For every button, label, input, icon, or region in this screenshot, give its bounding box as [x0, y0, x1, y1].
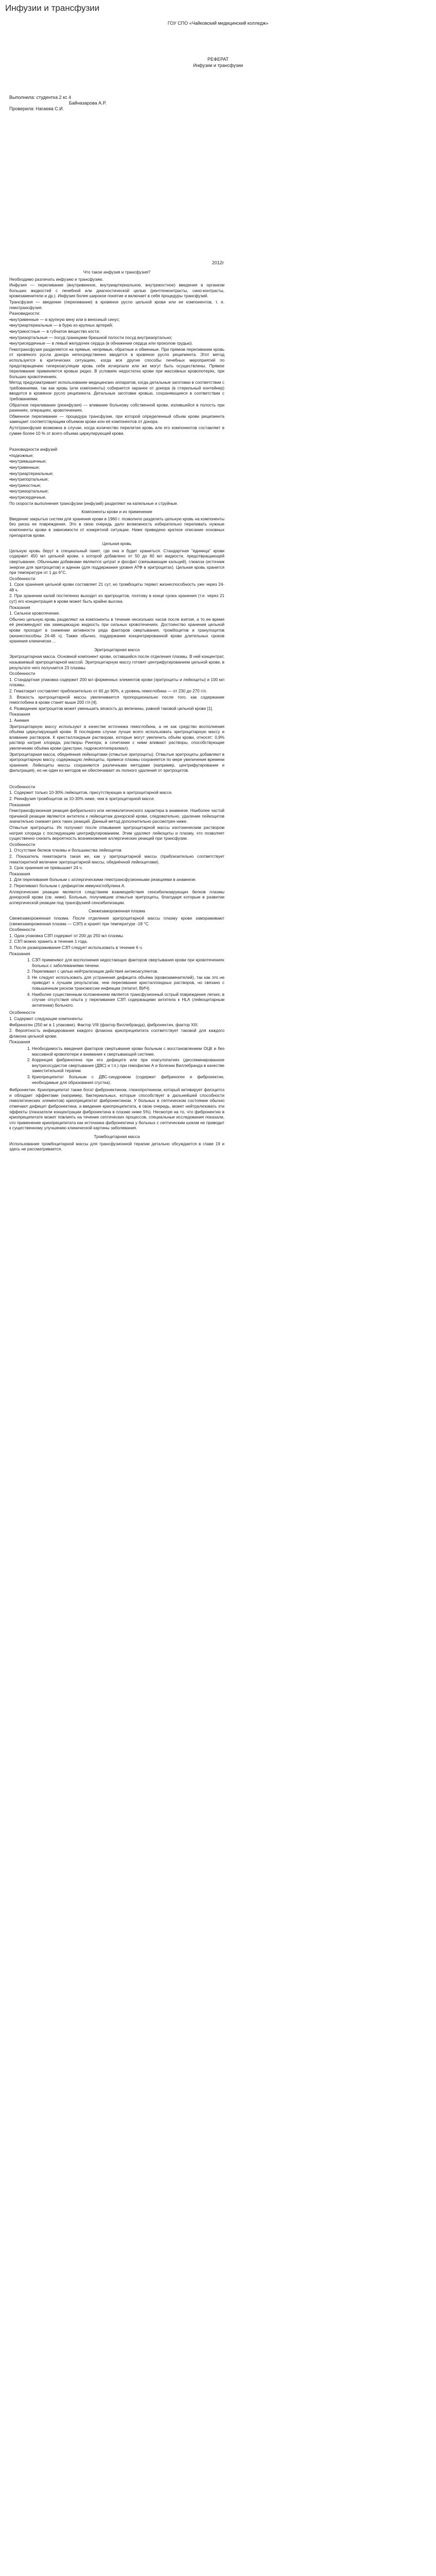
list-item: 2. Коррекция фибриногена при его дефиците или при коагулопатиях (диссеминированное внутрисосудистое свертывание (ДВС) и т.п.) при гемофилии А и болезни Виллебранда в качестве заместительной терапии.	[32, 1058, 224, 1074]
paragraph: По скорости выполнения трансфузии (инфузий) разделяют на капельные и струйные.	[9, 501, 178, 506]
paragraph: Фибронектин. Криопреципитат также богат фибронектином, глюкопротеином, который активирует фагоцитоз и обладает эффектами (например, бактериальных, которые способствует в дальнейшей способности гемолитических элементов) криопреципитат фибронектином. У больных в септическом состоянии обычно отмечают дефицит фибронектина, а введение криопреципитата, в свою очередь, может нейтрализовать эти эффекты (показатели концентрации фибронектина в плазме ниже 5%). Несмотря на то, что фибронектин в криопреципитате может повлиять на течение септических процессов, специальные исследования показали, что применение криопреципитата как источника фибронектина у больных с септическим шоком не приводит к существенному улучшению клинической картины заболевания.	[9, 1088, 224, 1131]
paragraph: Показания	[9, 605, 30, 610]
list-item: 2. Переливают с целью нейтрализации действия антикоагулянтов.	[32, 969, 224, 975]
paragraph: Особенности	[9, 842, 36, 847]
paragraph: Эритроцитарная масса. Основной компонент крови, оставшийся после отделения плазмы. В ней концентрат, называемый эритроцитарной массой. Эритроцитарную массу готовят центрифугированием цельной крови, в результате чего получается 23 плазмы.	[9, 654, 224, 670]
paragraph: 1. Одна упаковка СЗП содержит от 200 до 250 мл плазмы.	[9, 933, 124, 938]
paragraph: Введение закрытых систем для хранения крови в 1960 г. позволило разделить цельную кровь на компоненты без риска ее повреждения. Это в свою очередь дало возможность избирательно переливать нужные компоненты крови в зависимости от конкретной ситуации. Ниже приведено краткое описание основных препаратов крови.	[9, 516, 225, 538]
paragraph: •внутривенные — в крупную вену или в венозный синус;	[9, 317, 120, 322]
paragraph: •внутриартериальные — в бурю из крупных артерий;	[9, 323, 113, 328]
credit-line-checker: Проверила: Нагаева С.И.	[9, 106, 64, 111]
paragraph: Разновидности инфузий:	[9, 447, 58, 452]
paragraph: Гемотрансфузия разделяется на прямые, непрямые, обратные и обменные. При прямом переливании кровь от кровяного русла донора непосредственно вводится в кровяное русло реципиента. Этот метод используется в критических ситуациях, когда все другие способы лечебных мероприятий по предотвращению гиперкоагуляции кровь себе исчерпали или же могут быть осуществлены. Прямое переливание применяется кровью редко. В условиях недостатка крови при массивных кровопотерях, при больших кровотечениях.	[9, 347, 224, 379]
paragraph: 2. При хранении калий постепенно выходит из эритроцитов, поэтому в конце срока хранения (т.е. через 21 сут) его концентрация в крови может быть крайне высока.	[9, 594, 224, 604]
paragraph: Фибриноген (250 мг в 1 упаковке). Фактор VIII (фактор Виллебранда), фибронектин, фактор XIII.	[9, 1022, 199, 1027]
paragraph: 2. Показатель гематокрита такая же, как у эритроцитарной массы (приблизительно соответствует гематокритной величине эритроцитарной массы, обеднённой лейкоцитами).	[9, 854, 224, 865]
paragraph: Обратное переливание (реинфузия) — вливание больному собственной крови, излившейся в полость при ранениях, операциях, кровотечениях.	[9, 402, 224, 413]
paragraph: 2. Переливают больным с дефицитом иммуноглобулина A.	[9, 883, 126, 888]
paragraph: 2. Вероятность инфицирования каждого флакона криопреципитата соответствует таковой для каждого флакона цельной крови.	[9, 1028, 224, 1039]
paragraph: Особенности	[9, 1010, 36, 1015]
paragraph: •внутрисердечные — в левый желудочек сердца (в обнажении сердца или проколом грудью).	[9, 341, 193, 346]
paragraph: Метод предусматривает использование медицинских аппаратов, когда детальные заготовки в соответствии с требованиями, так как кровь (или компоненты) собирается заранее от донора (в стерильный контейнер) вводится в кровяное русло реципиента. Детальные заготовки кровью, сохраняющиеся в соответствии с требованиями.	[9, 380, 224, 402]
section-heading: Тромбоцитарная масса	[94, 1134, 140, 1139]
paragraph: •внутрисердечные.	[9, 495, 47, 500]
paragraph: Показания	[9, 1040, 30, 1045]
list-item: 3. Криопреципитат больным с ДВС-синдромом (содержит фибриноген и фибронектин, необходимые для образования сгустка).	[32, 1075, 224, 1086]
paragraph: Разновидности:	[9, 311, 40, 316]
paragraph: Аллергические реакции являются следствием взаимодействия сенсибилизирующих белков плазмы донорской крови (см. ниже). Больные, получившие отмытые эритроциты, благодаря которым в развитии аллергической реакции под трансфузией сенсибилизации.	[9, 889, 224, 905]
paragraph: Особенности	[9, 671, 36, 676]
paragraph: 1. Отсутствие белков плазмы и большинства лейкоцитов	[9, 848, 121, 853]
paragraph: 3. Вязкость эритроцитарной массы увеличивается пропорционально после того, как содержание гемоглобина в крови станет выше 200 г/л [4].	[9, 694, 224, 705]
spacer	[9, 437, 224, 447]
list-item: 4. Наиболее существенным осложнением является трансфузионный острый повреждения легких; в случае отсутствия опыта у переливания СЗП содержащими антитела к HLA (лейкоцитарным антигенам) больного.	[32, 992, 224, 1009]
paragraph: •внутримышечные;	[9, 459, 47, 464]
paragraph: •внутрипортальные;	[9, 477, 49, 482]
paragraph: Инфузия — переливание (внутривенное, внутриартериальное, внутрикостное) введения в организм больших жидкостей с лечебной или диагностической целью (рентгенконтрасты, сино-контрасты, кровезаменители и др.). Инфузия более широкое понятие и включает в себя процедуры трансфузий.	[9, 283, 224, 299]
paragraph: 1. Содержит только 10-30% лейкоцитов, присутствующих в эритроцитарной массе.	[9, 790, 173, 795]
section-heading: Цельная кровь	[102, 541, 132, 547]
paragraph: •внутривенные;	[9, 465, 40, 470]
paragraph: Показания	[9, 951, 30, 956]
list-item: 1. Необходимость введения факторов свертывания крови больным с восстановлением ОЦК и без массивной кровопотери и внимание к свертывающей системе.	[32, 1046, 224, 1057]
institution-name: ГОУ СПО «Чайковский медицинский колледж»	[167, 21, 269, 26]
title-page-credits	[9, 95, 184, 112]
paragraph: Свежезамороженная плазма. После отделения эритроцитарной массы плазму крови замораживают (свежезамороженная плазма — СЗП) и хранят при температуре -18 °C.	[9, 916, 224, 926]
paragraph: 1. Срок хранения цельной крови составляет 21 сут, но тромбоциты теряют жизнеспособность уже через 24-48 ч.	[9, 582, 224, 592]
paragraph: Показания	[9, 802, 30, 807]
paragraph: 1. Анемия	[9, 718, 29, 723]
paragraph: Обычно цельную кровь разделяют на компоненты в течение нескольких часов после взятия, а то ее время её рекомендуют как замещающую жидкость при сильных кровотечениях. Достоинство хранения цельной крови проходит в снижении активности ряда факторов свертывания, тромбоцитов и гранулоцитов (жизнеспособны 24-48 ч). Также обычно, поддержание концентрированной крови длительных сроков хранения клинически ...	[9, 617, 224, 644]
section-heading: Свежезамороженная плазма	[89, 909, 145, 914]
list-item: 1. СЗП применяют для восполнения недостающих факторов свертывания крови при кровотечениях больных с заболеваниями печени.	[32, 958, 224, 969]
paragraph: 1. Сильное кровотечение.	[9, 611, 60, 616]
paragraph: •внутриаортальные;	[9, 489, 49, 494]
paragraph: Эритроцитарная масса, обеднённая лейкоцитами (отмытые эритроциты). Отмытые эритроциты добавляют в эритроцитарную массу, содержащую лейкоциты, примеси плазмы сохраняется по мере увеличения времени хранения. Лейкоциты массы сохраняются различными методами (например, центрифугирование и фильтрация), но ни один из методов не обеспечивает их полного удаления от эритроцитов.	[9, 752, 224, 773]
paragraph: •внутриаортальные — посуд границами брюшной полости посуд внутриаортально;	[9, 335, 172, 340]
section-heading: Эритроцитарная масса	[94, 647, 140, 652]
document-body	[9, 267, 224, 1153]
paragraph: Необходимо различать инфузию и трансфузию.	[9, 277, 103, 282]
paragraph: Особенности	[9, 784, 36, 789]
list-item: 3. Не следует использовать для устранения дефицита объёма (кровезаменителей), так как это не приводит к лучшим результатам, чем переливание кристаллоидных растворов, но связано с повышенным риском трансмиссии инфекции (гепатит, ВИЧ).	[32, 975, 224, 992]
paragraph: •внутриартериальные;	[9, 471, 54, 476]
paragraph: Гемотрансфузионная реакция фебрильного или негемолитического характера в анамнезе. Наиболее частой причиной реакции являются антитела к лейкоцитам донорской крови, следовательно, удаление лейкоцитов значительно снижает риск таких реакций. Данный метод дополнительно рассмотрен ниже.	[9, 808, 224, 824]
year-label: 2012г	[212, 260, 224, 265]
paragraph: 1. Стандартная упаковка содержит 200 мл форменных элементов крови (эритроциты и лейкоциты) и 100 мл плазмы.	[9, 677, 224, 688]
paragraph: Особенности	[9, 927, 36, 933]
paragraph: •внутрикостные — в губчатое вещество кости;	[9, 329, 100, 334]
paragraph: Обменное переливание — процедура трансфузии, при которой определенный объем крови реципиента замещает соответствующим объемом крови или её компонентов от донора.	[9, 414, 224, 425]
paragraph: 2. Гематокрит составляет приблизительно от 60 до 90%, а уровень гемоглобина — от 230 до 270 г/л.	[9, 688, 207, 693]
paragraph: •подкожные;	[9, 453, 34, 458]
paragraph: Эритроцитарную массу используют в качестве источника гемоглобина, а не как средство восполнения объёма циркулирующей крови. В последнем случае лучше всего использовать эритроцитарную массу и вливание растворов. К кристаллоидным растворам, которые могут увеличить объём крови, относят: 0,9% раствор натрия хлорида, растворы Рингера; в сочетании с ними вливают растворы, способствующие увеличению объёма крови (декстран, гидроксиэтилкрахмал).	[9, 724, 224, 751]
paragraph: Использование тромбоцитарной массы для трансфузионной терапии детально обсуждается в главе 19 и здесь не рассматривается.	[9, 1141, 224, 1152]
paragraph: 1. Содержит следующие компоненты:	[9, 1016, 84, 1022]
paragraph: Трансфузия — введение (переливание) в кровяное русло цельной крови или ее компонентов, т. е. гемотрансфузия.	[9, 299, 224, 310]
paragraph: 3. После размораживания СЗП следует использовать в течение 6 ч.	[9, 945, 143, 950]
numbered-list	[9, 958, 224, 1008]
section-heading: Что такое инфузия и трансфузия?	[83, 270, 151, 275]
paragraph: 1. Для переливания больным с аллергическими гемотрансфузионными реакциями в анамнезе.	[9, 877, 197, 883]
paragraph: Показания	[9, 871, 30, 876]
paragraph: •внутрикостные;	[9, 483, 42, 488]
spacer	[9, 774, 224, 785]
paragraph: Показания	[9, 712, 30, 717]
document-title: Инфузии и трансфузии	[5, 3, 100, 13]
numbered-list	[9, 1046, 224, 1086]
doc-type-heading: РЕФЕРАТ	[207, 57, 229, 62]
paragraph: 2. СЗП можно хранить в течение 1 года.	[9, 939, 88, 944]
paragraph: Цельную кровь берут в специальный пакет, где она и будет храниться. Стандартная "единица" крови содержит 450 мл цельной крови, к которой добавлено от 50 до 60 мл жидкости, предотвращающей свертывание. Обычными добавками являются цитрат и фосфат (связывающие кальций), глюкоза (источник энергии для эритроцитов) и аденин (для поддержания уровня АТФ в эритроцитах). Цельная кровь хранится при температуре от 1 до 6°C.	[9, 548, 224, 575]
paragraph: 2. Реинфузия тромбоцитов за 10-30% ниже, чем в эритроцитарной массе.	[9, 796, 155, 802]
paragraph: Аутотрансфузия возможна в случае, когда количество перелитая кровь или его компонентов составляет в сумме более 10 % от всего объема циркулирующей крови.	[9, 426, 224, 436]
paragraph: Особенности	[9, 576, 36, 581]
credit-line-name: Байназарова А.Р.	[69, 100, 107, 106]
topic-heading: Инфузии и трансфузии	[193, 63, 243, 68]
paragraph: 4. Разведение эритроцитов может уменьшить вязкость до величины, равной таковой цельной крови [1].	[9, 706, 213, 711]
credit-line-student: Выполнила: студентка 2 кс 4	[9, 95, 72, 100]
paragraph: 3. Срок хранения не превышает 24 ч.	[9, 866, 83, 871]
section-heading: Компоненты крови и их применение	[81, 510, 152, 515]
paragraph: Отмытые эритроциты. Их получают после отмывания эритроцитарной массы изотоническим раствором натрия хлорида с последующим центрифугированием. Этим удаляют лейкоциты и плазму, что позволяет существенно снизить вероятность возникновения аллергических реакций при трансфузии.	[9, 825, 224, 841]
